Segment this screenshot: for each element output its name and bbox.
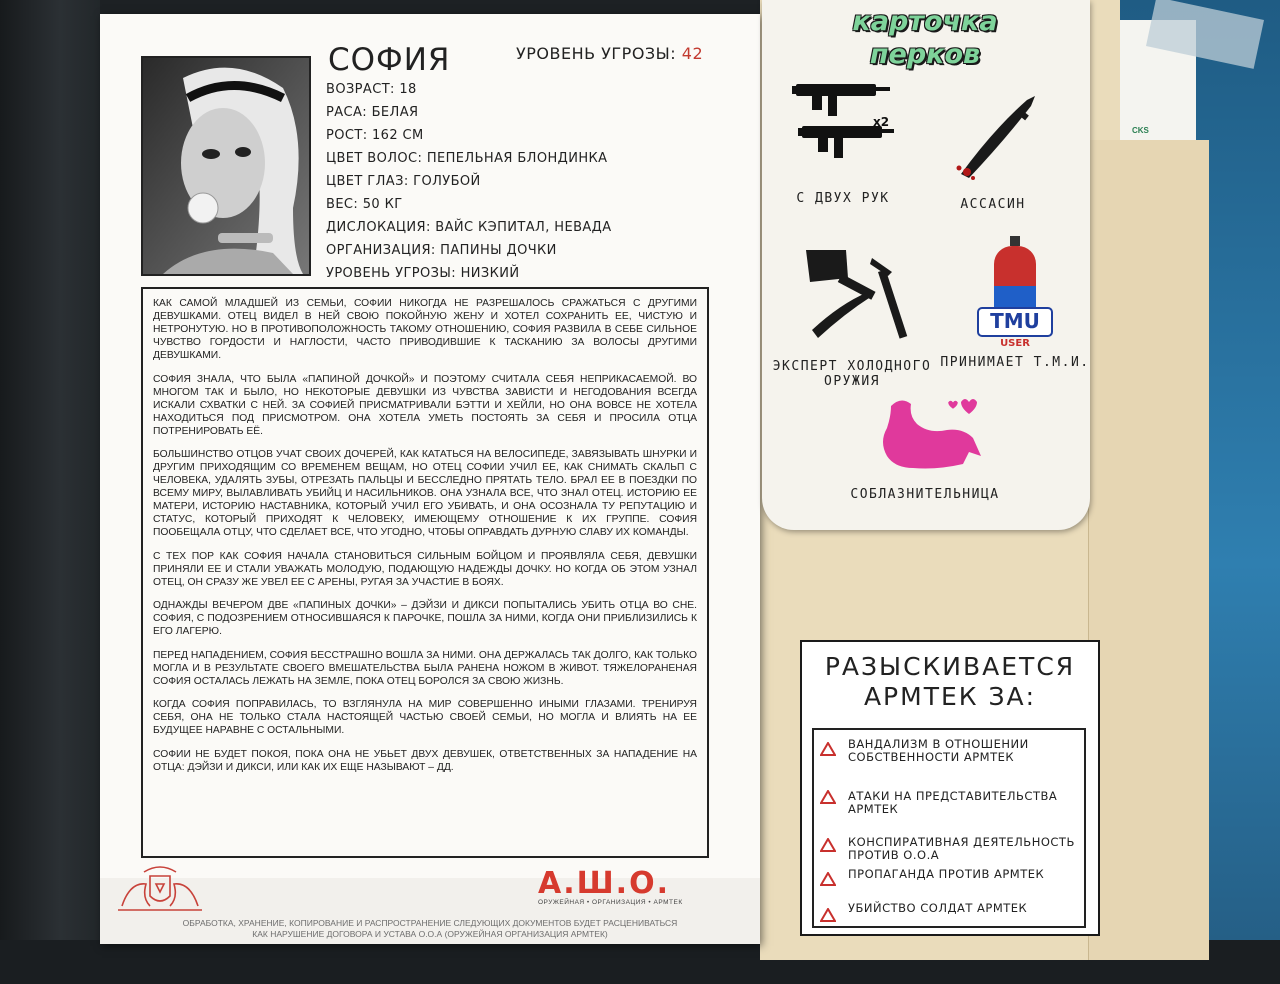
bio-paragraph: КОГДА СОФИЯ ПОПРАВИЛАСЬ, ТО ВЗГЛЯНУЛА НА МИР СОВЕРШЕННО ИНЫМИ ГЛАЗАМИ. ТРЕНИРУЯ СЕБЯ, ОНА НЕ ТОЛЬКО СТАЛА НАСТОЯЩЕЙ ЧАСТЬЮ СВОЕЙ СЕМЬИ, НО МОГЛА И ВЛИЯТЬ НА ЕЕ БУДУЩЕЕ НАРАВНЕ С ОСТАЛЬНЫМИ.: [153, 699, 697, 736]
crime-item: ПРОПАГАНДА ПРОТИВ АРМТЕК: [848, 867, 1045, 881]
bio-paragraph: СОФИИ НЕ БУДЕТ ПОКОЯ, ПОКА ОНА НЕ УБЬЕТ ДВУХ ДЕВУШЕК, ОТВЕТСТВЕННЫХ ЗА НАПАДЕНИЕ НА ОТЦА: ДЭЙЗИ И ДИКСИ, ИЛИ КАК ИХ ЕЩЕ НАЗЫВАЮТ – ДД.: [153, 748, 697, 773]
bio-paragraph: КАК САМОЙ МЛАДШЕЙ ИЗ СЕМЬИ, СОФИИ НИКОГДА НЕ РАЗРЕШАЛОСЬ СРАЖАТЬСЯ С ДРУГИМИ ДЕВУШКАМИ. ОТЕЦ ВИДЕЛ В НЕЙ СВОЮ ПОКОЙНУЮ ЖЕНУ И ХОТЕЛ СОХРАНИТЬ ЕЕ, ЧИСТУЮ И НЕТРОНУТУЮ. НО В ПРОТИВОПОЛОЖНОСТЬ ТАКОМУ ОТНОШЕНИЮ, СОФИЯ РАЗВИЛА В СЕБЕ СИЛЬНОЕ ЧУВСТВО ГОРДОСТИ И НАГЛОСТИ, ЧАСТО ПРИВОДИВШИЕ К ТАСКАНИЮ ЗА ВОЛОСЫ ДРУГИМИ ДЕВУШКАМИ.: [153, 298, 697, 361]
stat-eyes: ЦВЕТ ГЛАЗ: ГОЛУБОЙ: [326, 174, 481, 189]
crime-item: КОНСПИРАТИВНАЯ ДЕЯТЕЛЬНОСТЬ ПРОТИВ О.О.А: [848, 835, 1075, 862]
legal-notice: [100, 918, 760, 940]
bio-paragraph: С ТЕХ ПОР КАК СОФИЯ НАЧАЛА СТАНОВИТЬСЯ СИЛЬНЫМ БОЙЦОМ И ПРОЯВЛЯЛА СЕБЯ, ДЕВУШКИ ПРИНЯЛИ ЕЕ И СТАЛИ УВАЖАТЬ МОЛОДУЮ, ПОДАЮЩУЮ НАДЕЖДЫ ДОЧКУ. НО КОГДА ОБ ЭТОМ УЗНАЛ ОТЕЦ, ОН СРАЗУ ЖЕ УВЕЛ ЕЕ С АРЕНЫ, РУГАЯ ЗА УЧАСТИЕ В БОЯХ.: [153, 550, 697, 588]
perk-label: С ДВУХ РУК: [796, 191, 890, 206]
perk-title-line: карточка: [852, 6, 998, 37]
stat-threat: УРОВЕНЬ УГРОЗЫ: НИЗКИЙ: [326, 266, 520, 281]
stat-organization: ОРГАНИЗАЦИЯ: ПАПИНЫ ДОЧКИ: [326, 243, 557, 258]
bio-paragraph: БОЛЬШИНСТВО ОТЦОВ УЧАТ СВОИХ ДОЧЕРЕЙ, КАК КАТАТЬСЯ НА ВЕЛОСИПЕДЕ, ЗАВЯЗЫВАТЬ ШНУРКИ И ДРУГИМ ПРИХОДЯЩИМ СО ВРЕМЕНЕМ ВЕЩАМ, НО ОТЕЦ СОФИИ УЧИЛ ЕЕ, КАК СНИМАТЬ СКАЛЬП С ЧЕЛОВЕКА, УДАЛЯТЬ ЗУБЫ, ОТРЕЗАТЬ ПАЛЬЦЫ И БЕССЛЕДНО ПРЯТАТЬ ТЕЛО. БРАЛ ЕЕ В ПОЕЗДКИ ПО ВСЕМУ МИРУ, ВЫЛАВЛИВАТЬ УБИЙЦ И НАСИЛЬНИКОВ. ОНА УЗНАЛА ВСЕ, ЧТО ЗНАЛ ОТЕЦ. ИСТОРИЮ ЕЕ МАТЕРИ, ИСТОРИЮ НАСТАВНИКА, КОТОРЫЙ УЧИЛ ЕГО УБИВАТЬ, И ОНА ОСОЗНАЛА ТУ РЕПУТАЦИЮ И СТАТУС, КОТОРЫЙ ПРИХОДЯТ К ЧЕЛОВЕКУ, ИМЕЮЩЕМУ ОТНОШЕНИЕ К ИХ ГРУППЕ. СОФИЯ ПООБЕЩАЛА ОТЦУ, ЧТО СДЕЛАЕТ ВСЕ, ЧТО УГОДНО, ЧТОБЫ ОПРАВДАТЬ ДУРНУЮ СЛАВУ ИХ КОМАНДЫ.: [153, 449, 697, 538]
tmu-badge-text: TMU: [990, 309, 1040, 333]
character-name: СОФИЯ: [328, 42, 451, 78]
melee-weapons-icon: [792, 244, 912, 348]
stat-location: ДИСЛОКАЦИЯ: ВАЙС КЭПИТАЛ, НЕВАДА: [326, 220, 612, 235]
tmu-user-text: USER: [1000, 338, 1030, 349]
biography-box: [141, 287, 709, 858]
stat-weight: ВЕС: 50 КГ: [326, 197, 403, 212]
wanted-title: [802, 652, 1098, 712]
perk-label: ПРИНИМАЕТ Т.М.И.: [940, 355, 1090, 370]
logo-text: А.Ш.О.: [538, 866, 670, 901]
perk-label: СОБЛАЗНИТЕЛЬНИЦА: [850, 487, 1000, 502]
bio-paragraph: ПЕРЕД НАПАДЕНИЕМ, СОФИЯ БЕССТРАШНО ВОШЛА ЗА НИМИ. ОНА ДЕРЖАЛАСЬ ТАК ДОЛГО, КАК ТОЛЬКО МОГЛА И В РЕЗУЛЬТАТЕ СВОЕГО ВМЕШАТЕЛЬСТВА БЫЛА РАНЕНА НОЖОМ В ЖИВОТ. ТЯЖЕЛОРАНЕНАЯ СОФИЯ ОСТАЛАСЬ ЛЕЖАТЬ НА ЗЕМЛЕ, ПОКА ОТЕЦ БОРОЛСЯ ЗА СВОЮ ЖИЗНЬ.: [153, 649, 697, 687]
warning-triangle-icon: [820, 742, 836, 756]
perk-label: АССАСИН: [960, 197, 1026, 212]
bloody-knife-icon: [943, 90, 1043, 182]
warning-triangle-icon: [820, 790, 836, 804]
crime-item: АТАКИ НА ПРЕДСТАВИТЕЛЬСТВА АРМТЕК: [848, 789, 1058, 816]
crime-item: ВАНДАЛИЗМ В ОТНОШЕНИИ СОБСТВЕННОСТИ АРМТЕК: [848, 737, 1029, 764]
tmu-user-icon: [970, 234, 1060, 350]
threat-level-header: [516, 44, 703, 63]
perk-title-line: перков: [869, 39, 981, 70]
perk-label: ЭКСПЕРТ ХОЛОДНОГО ОРУЖИЯ: [772, 359, 932, 389]
perk-card-title: [790, 5, 1060, 71]
wanted-title-line: АРМТЕК ЗА:: [863, 682, 1037, 711]
crime-item: УБИЙСТВО СОЛДАТ АРМТЕК: [848, 901, 1028, 915]
crimes-list: [812, 728, 1086, 928]
perk-melee-expert: [762, 244, 942, 389]
binder-cover-left: [0, 0, 100, 984]
x2-label: x2: [873, 115, 890, 129]
perk-assassin: [938, 90, 1048, 212]
folder-tab: [1088, 140, 1209, 960]
threat-label: УРОВЕНЬ УГРОЗЫ:: [516, 44, 677, 63]
stat-age: ВОЗРАСТ: 18: [326, 82, 417, 97]
logo-subtitle: ОРУЖЕЙНАЯ • ОРГАНИЗАЦИЯ • АРМТЕК: [538, 899, 683, 906]
bio-paragraph: СОФИЯ ЗНАЛА, ЧТО БЫЛА «ПАПИНОЙ ДОЧКОЙ» И ПОЭТОМУ СЧИТАЛА СЕБЯ НЕПРИКАСАЕМОЙ. ВО МНОГОМ ТАК И БЫЛО, НО НЕКОТОРЫЕ ДЕВУШКИ ИЗ ЧУВСТВА ЗАВИСТИ И НЕГОДОВАНИЯ ВСЕГДА ИСКАЛИ СХВАТКИ С НЕЙ. ЗА СОФИЕЙ ПРИСМАТРИВАЛИ БЭТТИ И ХЕЙЛИ, НО ОНА ВОВСЕ НЕ ХОТЕЛА НАХОДИТЬСЯ ПОД ПРИСМОТРОМ. ОНА ХОТЕЛА УМЕТЬ ПОСТОЯТЬ ЗА СЕБЯ И ПРОСИЛА ОТЦА ПОТРЕНИРОВАТЬ ЕЁ.: [153, 373, 697, 437]
perk-seductress: [840, 394, 1010, 502]
crest-icon: [112, 862, 208, 918]
threat-value: 42: [681, 44, 704, 63]
portrait-image: [143, 58, 309, 274]
menu-text: CKS: [1132, 126, 1149, 135]
warning-triangle-icon: [820, 838, 836, 852]
perk-dual-wield: [778, 76, 908, 206]
portrait-photo: [141, 56, 311, 276]
dual-smg-icon: [788, 76, 898, 172]
stats-list: [326, 78, 612, 285]
legal-line: КАК НАРУШЕНИЕ ДОГОВОРА И УСТАВА О.О.А (ОРУЖЕЙНАЯ ОРГАНИЗАЦИЯ АРМТЕК): [252, 929, 608, 939]
warning-triangle-icon: [820, 872, 836, 886]
wanted-poster: [800, 640, 1100, 936]
stat-height: РОСТ: 162 СМ: [326, 128, 424, 143]
stat-hair: ЦВЕТ ВОЛОС: ПЕПЕЛЬНАЯ БЛОНДИНКА: [326, 151, 608, 166]
seductress-icon: [865, 394, 985, 476]
wanted-title-line: РАЗЫСКИВАЕТСЯ: [824, 652, 1076, 681]
legal-line: ОБРАБОТКА, ХРАНЕНИЕ, КОПИРОВАНИЕ И РАСПРОСТРАНЕНИЕ СЛЕДУЮЩИХ ДОКУМЕНТОВ БУДЕТ РАСЦЕНИВАТЬСЯ: [182, 918, 678, 928]
awo-logo: [538, 866, 683, 906]
stat-race: РАСА: БЕЛАЯ: [326, 105, 419, 120]
warning-triangle-icon: [820, 908, 836, 922]
bio-paragraph: ОДНАЖДЫ ВЕЧЕРОМ ДВЕ «ПАПИНЫХ ДОЧКИ» – ДЭЙЗИ И ДИКСИ ПОПЫТАЛИСЬ УБИТЬ ОТЦА ВО СНЕ. СОФИЯ, С ПОДОЗРЕНИЕМ ОТНОСИВШАЯСЯ К ПАРОЧКЕ, ПОШЛА ЗА НИМИ, КОГДА ОНИ ПРИБЛИЗИЛИСЬ К ЕГО ЛАГЕРЮ.: [153, 600, 697, 637]
perk-tmu: [940, 234, 1090, 370]
